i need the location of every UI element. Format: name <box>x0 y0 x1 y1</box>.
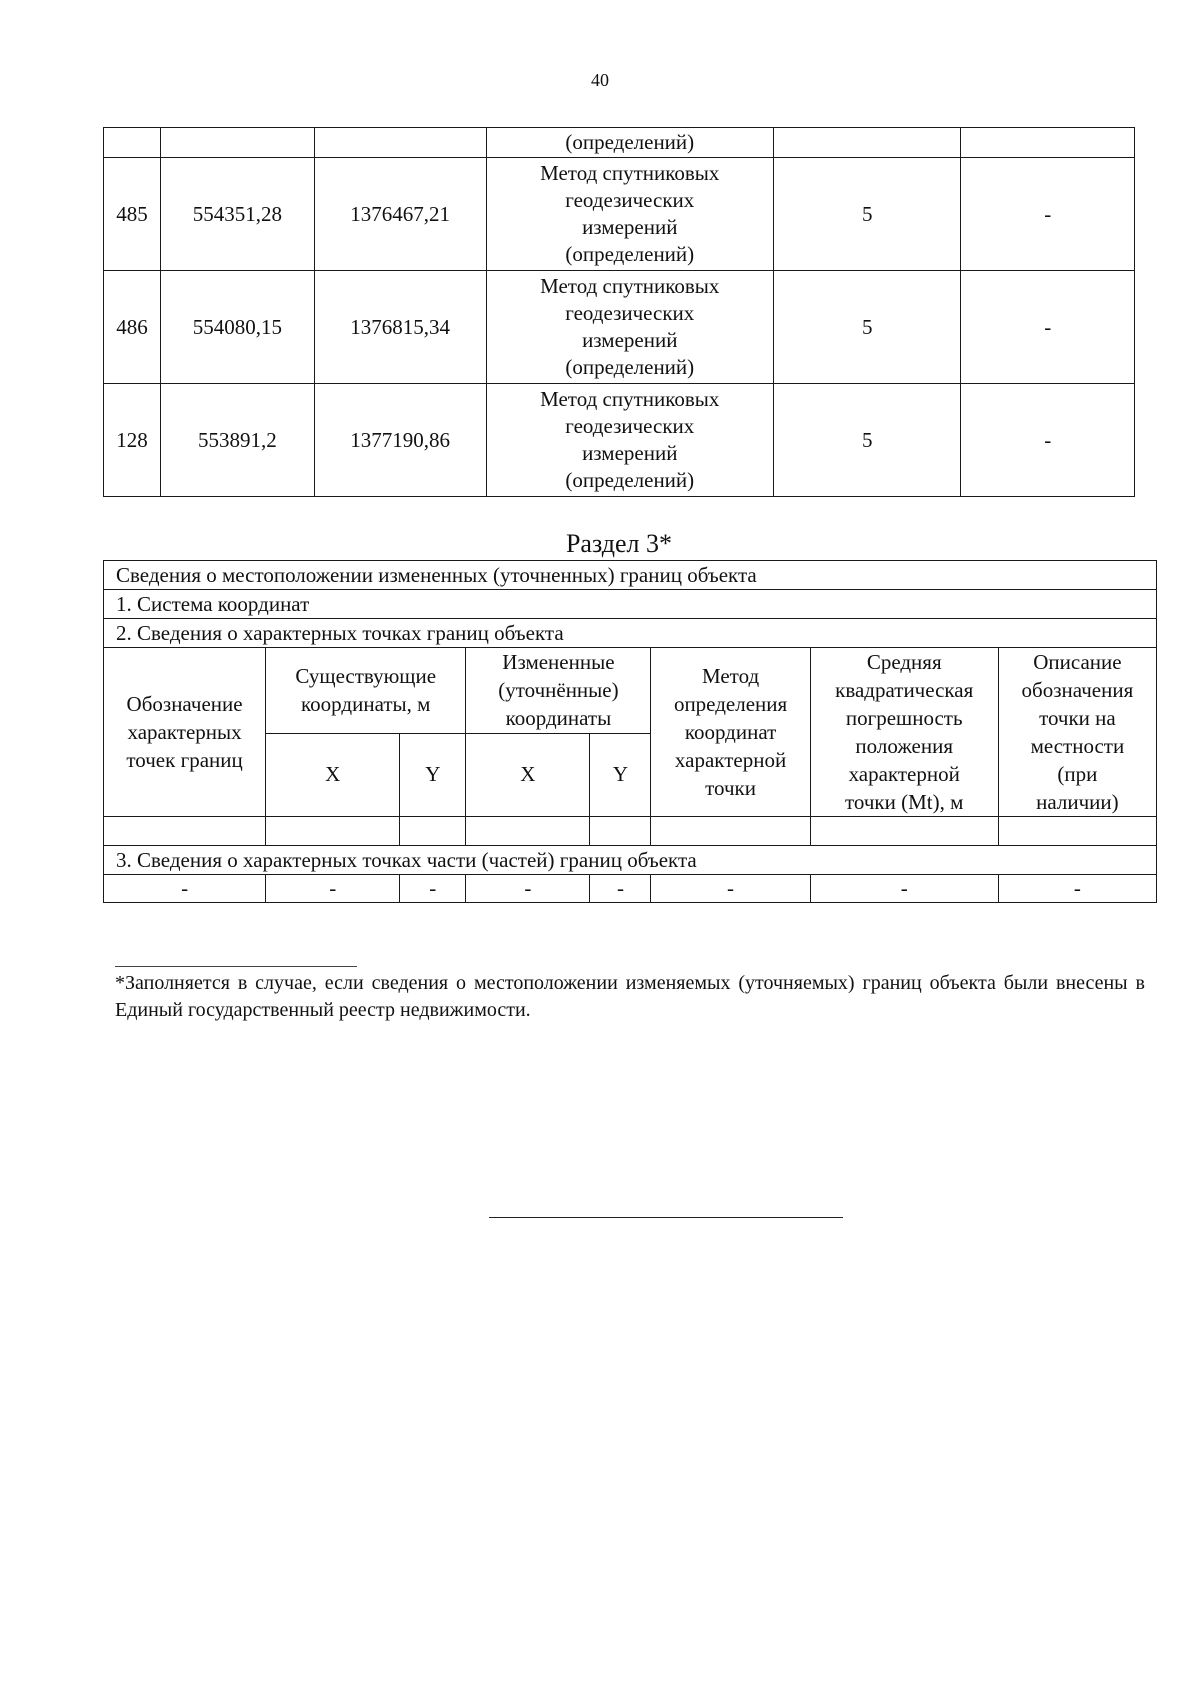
method-cell: Метод спутниковых геодезических измерений (определений) <box>486 158 774 271</box>
existing-x-header: X <box>266 733 400 817</box>
signature-line <box>489 1217 843 1218</box>
point-y: 1377190,86 <box>314 384 486 497</box>
point-number: 486 <box>104 271 161 384</box>
table-header-row <box>104 648 1157 734</box>
point-x: 554351,28 <box>160 158 314 271</box>
table-row <box>104 271 1135 384</box>
table-row <box>104 590 1157 619</box>
existing-coords-header: Существующие координаты, м <box>266 648 466 734</box>
table-row: - - - - - - - - <box>104 875 1157 903</box>
section3-heading: Сведения о местоположении измененных (уточненных) границ объекта <box>104 561 1157 590</box>
accuracy-cell: 5 <box>774 384 961 497</box>
points-info-row: 2. Сведения о характерных точках границ объекта <box>104 619 1157 648</box>
point-x: 554080,15 <box>160 271 314 384</box>
point-y: 1376467,21 <box>314 158 486 271</box>
page-number: 40 <box>591 70 609 90</box>
table-row <box>104 128 1135 158</box>
table-row <box>104 384 1135 497</box>
point-y: 1376815,34 <box>314 271 486 384</box>
section-title: Раздел 3* <box>565 529 673 558</box>
footnote-separator <box>115 966 357 967</box>
coordinate-system-row: 1. Система координат <box>104 590 1157 619</box>
point-number: 485 <box>104 158 161 271</box>
accuracy-cell: 5 <box>774 271 961 384</box>
existing-y-header: Y <box>400 733 466 817</box>
changed-x-header: X <box>466 733 590 817</box>
point-number: 128 <box>104 384 161 497</box>
method-cell: Метод спутниковых геодезических измерений (определений) <box>486 271 774 384</box>
table-row <box>104 846 1157 875</box>
description-cell: - <box>961 384 1135 497</box>
changed-coords-header: Измененные (уточнённые) координаты <box>466 648 651 734</box>
method-cell: Метод спутниковых геодезических измерений (определений) <box>486 384 774 497</box>
accuracy-cell: 5 <box>774 158 961 271</box>
parts-info-row: 3. Сведения о характерных точках части (частей) границ объекта <box>104 846 1157 875</box>
description-cell: - <box>961 158 1135 271</box>
table-row <box>104 561 1157 590</box>
designation-header: Обозначение характерных точек границ <box>104 648 266 817</box>
changed-y-header: Y <box>590 733 651 817</box>
method-cell: (определений) <box>486 128 774 158</box>
table-row <box>104 817 1157 846</box>
footnote: *Заполняется в случае, если сведения о местоположении изменяемых (уточняемых) границ объекта были внесены в Единый государственный реестр недвижимости. <box>115 972 1145 1021</box>
accuracy-header: Средняя квадратическая погрешность положения характерной точки (Mt), м <box>810 648 998 817</box>
description-cell: - <box>961 271 1135 384</box>
point-x: 553891,2 <box>160 384 314 497</box>
table-row <box>104 619 1157 648</box>
description-header: Описание обозначения точки на местности (при наличии) <box>998 648 1156 817</box>
points-table-continuation <box>103 127 1135 497</box>
method-header: Метод определения координат характерной точки <box>651 648 810 817</box>
section3-table <box>103 560 1157 903</box>
table-row <box>104 158 1135 271</box>
